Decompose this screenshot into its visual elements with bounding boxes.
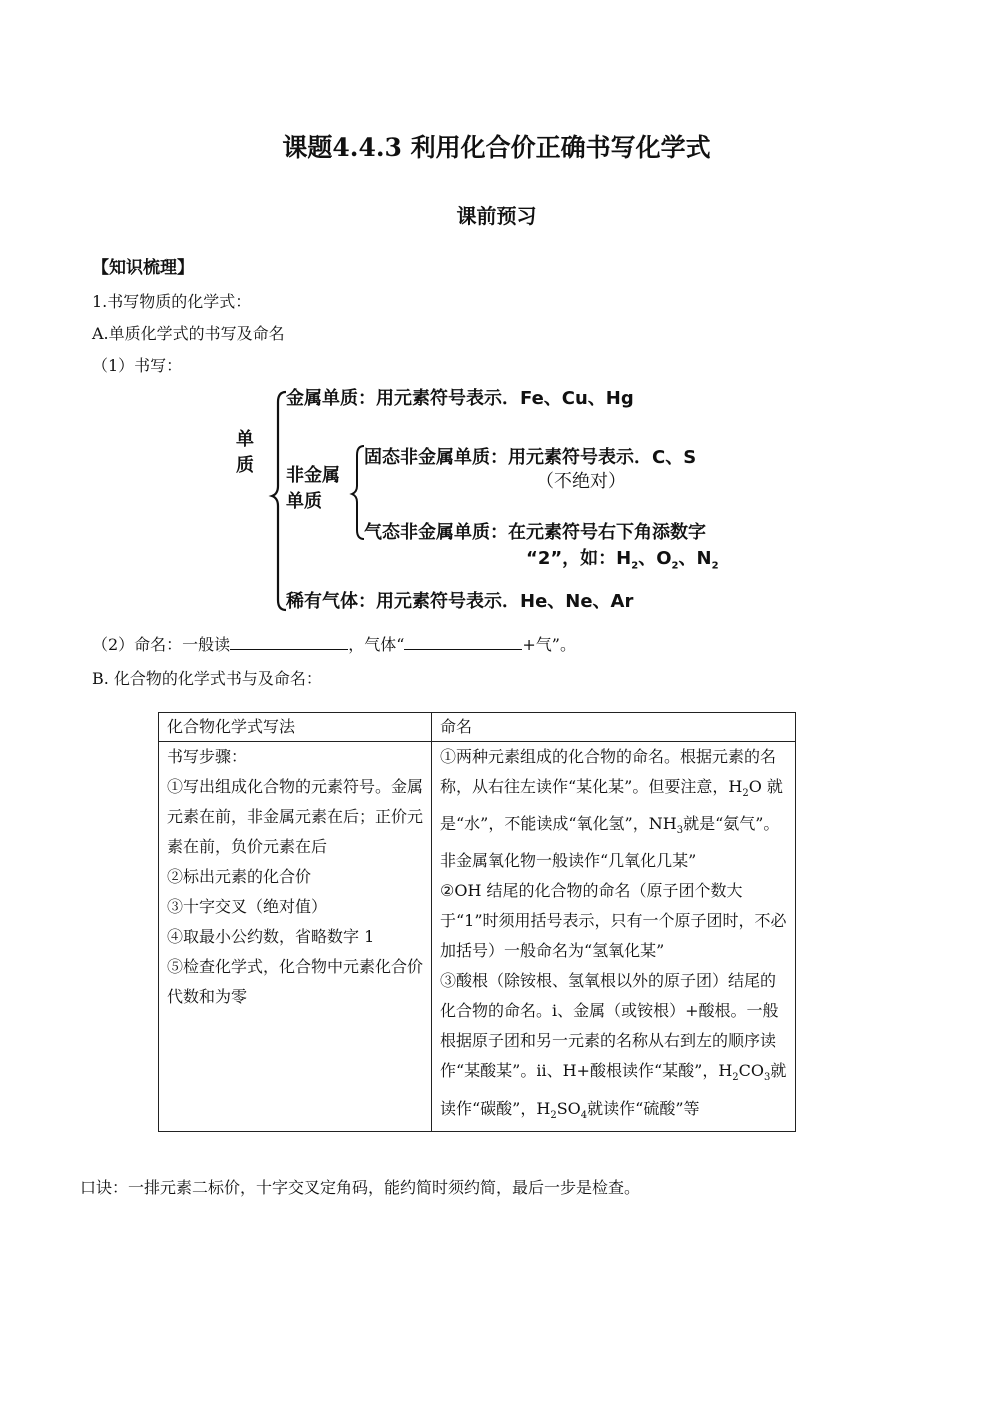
line-a: A.单质化学式的书写及命名 <box>92 324 285 343</box>
gas-example: “2”，如：$H_2$、$O_2$、$N_2$ <box>526 548 719 572</box>
line-write: （1）书写： <box>92 356 183 375</box>
step-5: ⑤检查化学式，化合物中元素化合价代数和为零 <box>167 957 424 1006</box>
line-1: 1.书写物质的化学式： <box>92 292 252 311</box>
nonmetal-label-1: 非金属 <box>286 465 340 486</box>
step-2: ②标出元素的化合价 <box>167 867 312 886</box>
table-row <box>159 742 796 1132</box>
table-header-right: 命名 <box>432 713 796 742</box>
blank-2 <box>404 634 522 650</box>
naming-cell <box>432 742 796 1132</box>
table-header-row <box>159 713 796 742</box>
root-label-1: 单 <box>236 429 254 450</box>
root-label-2: 质 <box>236 455 254 476</box>
noble-gas-line: 稀有气体：用元素符号表示．He、Ne、Ar <box>286 591 634 612</box>
compound-table <box>158 712 796 1132</box>
mnemonic: 口诀：一排元素二标价，十字交叉定角码，能约简时须约简，最后一步是检查。 <box>80 1178 641 1197</box>
writing-steps-cell <box>159 742 432 1132</box>
step-0: 书写步骤： <box>167 747 248 766</box>
line-b: B. 化合物的化学式书与及命名： <box>92 669 322 688</box>
solid-note: （不绝对） <box>536 471 626 492</box>
section-heading: 【知识梳理】 <box>92 258 194 278</box>
blank-1 <box>230 634 348 650</box>
step-3: ③十字交叉（绝对值） <box>167 897 328 916</box>
gas-line: 气态非金属单质：在元素符号右下角添数字 <box>364 522 706 543</box>
naming-rule-2: ②OH 结尾的化合物的命名（原子团个数大于“1”时须用括号表示，只有一个原子团时，不必加括号）一般命名为“氢氧化某” <box>440 881 787 961</box>
nonmetal-label-2: 单质 <box>286 491 322 512</box>
page-title: 课题4.4.3 利用化合价正确书写化学式 <box>282 133 711 162</box>
naming-rule-1: ①两种元素组成的化合物的命名。根据元素的名称，从右往左读作“某化某”。但要注意，$H_2O$ 就是“水”，不能读成“氧化氢”，$NH_3$就是“氨气”。非金属氧化物一般读作“几氧化几某” <box>440 747 783 871</box>
table-header-left: 化合物化学式写法 <box>159 713 432 742</box>
naming-line: （2）命名：一般读 ，气体“ +气”。 <box>92 635 576 654</box>
step-4: ④取最小公约数，省略数字 1 <box>167 927 375 946</box>
metal-line: 金属单质：用元素符号表示．Fe、Cu、Hg <box>286 388 634 409</box>
solid-line: 固态非金属单质：用元素符号表示．C、S <box>364 447 697 468</box>
step-1: ①写出组成化合物的元素符号。金属元素在前，非金属元素在后；正价元素在前，负价元素在后 <box>167 777 424 856</box>
page-subtitle: 课前预习 <box>456 204 537 228</box>
naming-rule-3: ③酸根（除铵根、氢氧根以外的原子团）结尾的化合物的命名。ⅰ、金属（或铵根）+酸根。一般根据原子团和另一元素的名称从右到左的顺序读作“某酸某”。ⅱ、H+酸根读作“某酸”，$H_2CO_3$就读作“碳酸”，$H_2SO_4$就读作“硫酸”等 <box>440 971 787 1121</box>
